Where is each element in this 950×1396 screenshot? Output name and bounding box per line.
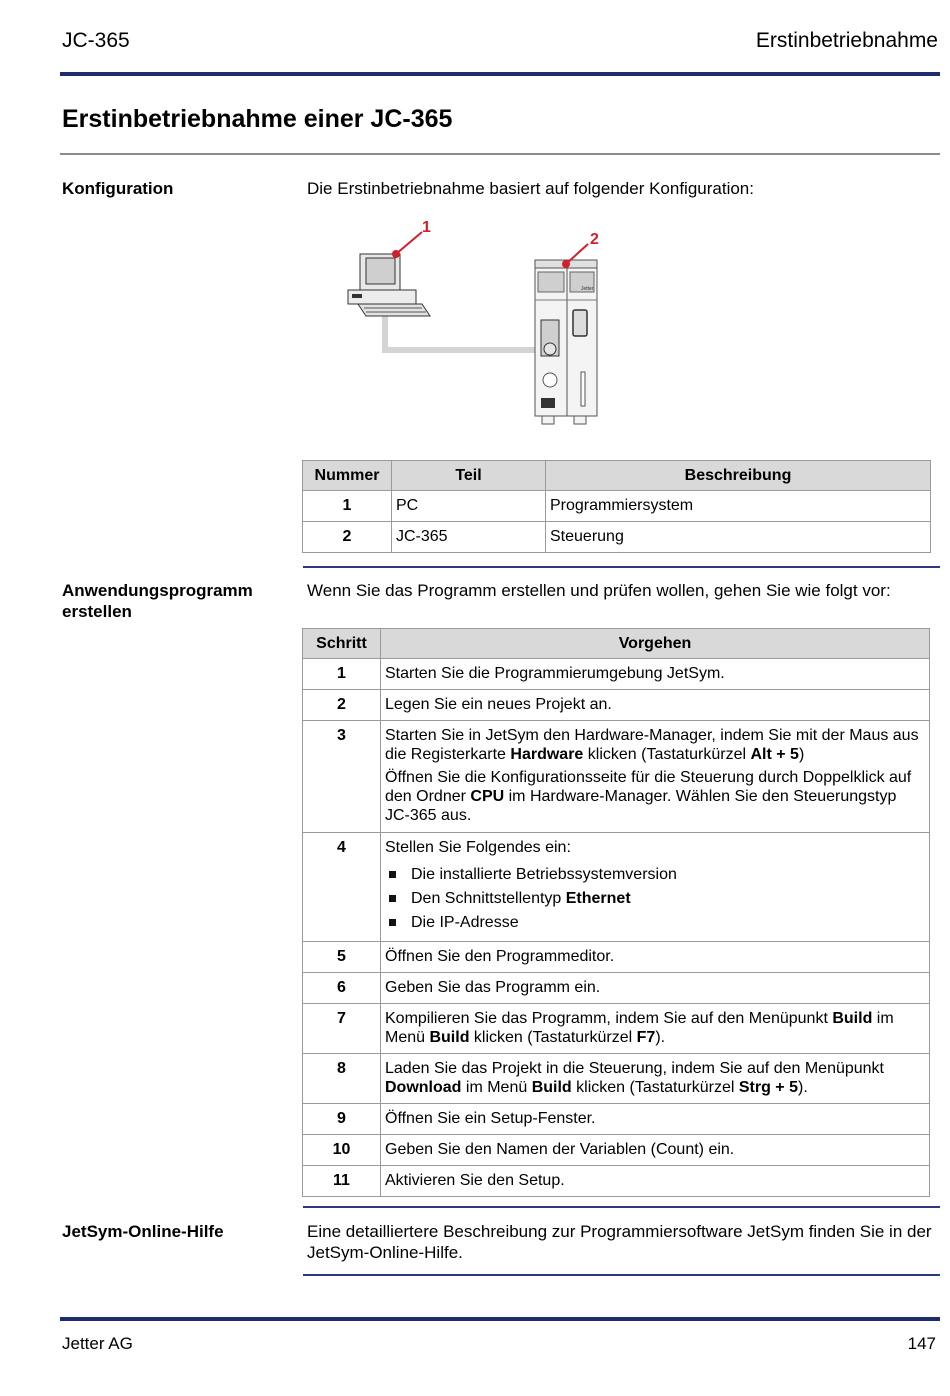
ui-term: Build (429, 1029, 470, 1046)
step-number: 3 (303, 721, 381, 833)
step-paragraph: Öffnen Sie die Konfigurationsseite für die Steuerung durch Doppelklick auf den Ordner CPU im Hardware-Manager. Wählen Sie den Steuerungstyp JC-365 aus. (385, 769, 912, 824)
step-paragraph: Stellen Sie Folgendes ein: (385, 839, 571, 856)
step-row (303, 690, 930, 721)
header-rule (60, 72, 940, 76)
section-rule (303, 1206, 940, 1208)
step-row (303, 1135, 930, 1166)
ui-term: Ethernet (565, 890, 631, 907)
step-row (303, 942, 930, 973)
page-number: 147 (907, 1334, 936, 1353)
settings-list (385, 863, 925, 935)
column-header-vorgehen: Vorgehen (381, 629, 930, 659)
step-number: 4 (303, 833, 381, 942)
step-text (381, 721, 930, 833)
part-name: PC (392, 491, 546, 522)
step-text: Starten Sie die Programmierumgebung JetSym. (381, 659, 930, 690)
step-number: 11 (303, 1166, 381, 1197)
callout-1-leader (396, 232, 422, 254)
part-name: JC-365 (392, 522, 546, 553)
running-header-product: JC-365 (62, 29, 130, 52)
part-number: 2 (303, 522, 392, 553)
shortcut: Strg + 5 (738, 1079, 798, 1096)
step-text: Kompilieren Sie das Programm, indem Sie auf den Menüpunkt Build im Menü Build klicken (Tastaturkürzel F7). (381, 1004, 930, 1054)
configuration-figure (330, 212, 640, 437)
ui-term: Hardware (510, 746, 584, 763)
step-row (303, 1104, 930, 1135)
step-text: Aktivieren Sie den Setup. (381, 1166, 930, 1197)
step-text: Öffnen Sie den Programmeditor. (381, 942, 930, 973)
footer-rule (60, 1317, 940, 1321)
step-number: 10 (303, 1135, 381, 1166)
title-rule (60, 153, 940, 155)
section-label-jetsym-online-hilfe: JetSym-Online-Hilfe (62, 1222, 224, 1241)
help-text: Eine detailliertere Beschreibung zur Programmiersoftware JetSym finden Sie in der JetSym-Online-Hilfe. (307, 1222, 932, 1262)
callout-2-dot (562, 260, 570, 268)
callout-2-number: 2 (590, 231, 599, 248)
square-bullet-icon (389, 871, 396, 878)
part-number: 1 (303, 491, 392, 522)
step-number: 8 (303, 1054, 381, 1104)
step-text: Laden Sie das Projekt in die Steuerung, indem Sie auf den Menüpunkt Download im Menü Build klicken (Tastaturkürzel Strg + 5). (381, 1054, 930, 1104)
parts-table-header-row (303, 461, 931, 491)
step-row (303, 973, 930, 1004)
step-row (303, 1166, 930, 1197)
jc365-controller-icon (535, 260, 597, 424)
column-header-schritt: Schritt (303, 629, 381, 659)
step-number: 6 (303, 973, 381, 1004)
part-description: Steuerung (546, 522, 931, 553)
step-number: 9 (303, 1104, 381, 1135)
step-row (303, 659, 930, 690)
column-header-teil: Teil (392, 461, 546, 491)
table-row (303, 522, 931, 553)
section-label-anwendungsprogramm (62, 580, 253, 622)
list-item: Den Schnittstellentyp Ethernet (385, 887, 925, 911)
callout-1-dot (392, 250, 400, 258)
column-header-nummer: Nummer (303, 461, 392, 491)
part-description: Programmiersystem (546, 491, 931, 522)
step-text: Öffnen Sie ein Setup-Fenster. (381, 1104, 930, 1135)
step-text: Geben Sie das Programm ein. (381, 973, 930, 1004)
config-intro: Die Erstinbetriebnahme basiert auf folgender Konfiguration: (307, 179, 754, 198)
step-text (381, 833, 930, 942)
callout-1-number: 1 (422, 219, 431, 236)
section-rule (303, 566, 940, 568)
square-bullet-icon (389, 919, 396, 926)
step-row (303, 721, 930, 833)
step-number: 1 (303, 659, 381, 690)
list-item: Die IP-Adresse (385, 911, 925, 935)
ui-term: Build (832, 1010, 873, 1027)
step-number: 2 (303, 690, 381, 721)
table-row (303, 491, 931, 522)
section-label-line: erstellen (62, 602, 132, 621)
parts-table (302, 460, 931, 553)
section-end-rule (303, 1274, 940, 1276)
ui-term: Build (531, 1079, 572, 1096)
page-title: Erstinbetriebnahme einer JC-365 (62, 105, 453, 133)
step-paragraph: Starten Sie in JetSym den Hardware-Manager, indem Sie mit der Maus aus die Registerkarte Hardware klicken (Tastaturkürzel Alt + 5) (385, 727, 919, 763)
steps-table-header-row (303, 629, 930, 659)
step-text: Geben Sie den Namen der Variablen (Count) ein. (381, 1135, 930, 1166)
step-row (303, 833, 930, 942)
step-row (303, 1054, 930, 1104)
pc-icon (348, 254, 430, 316)
section-label-line: Anwendungsprogramm (62, 581, 253, 600)
step-text: Legen Sie ein neues Projekt an. (381, 690, 930, 721)
square-bullet-icon (389, 895, 396, 902)
ui-term: Download (385, 1079, 462, 1096)
shortcut: Alt + 5 (750, 746, 799, 763)
device-brand-label: Jetter (581, 286, 594, 292)
step-number: 7 (303, 1004, 381, 1054)
step-row (303, 1004, 930, 1054)
column-header-beschreibung: Beschreibung (546, 461, 931, 491)
step-number: 5 (303, 942, 381, 973)
shortcut: F7 (636, 1029, 656, 1046)
list-item: Die installierte Betriebssystemversion (385, 863, 925, 887)
app-intro: Wenn Sie das Programm erstellen und prüfen wollen, gehen Sie wie folgt vor: (307, 581, 891, 600)
ui-term: CPU (470, 788, 505, 805)
steps-table (302, 628, 930, 1197)
section-label-konfiguration: Konfiguration (62, 179, 174, 198)
running-header-chapter: Erstinbetriebnahme (755, 29, 938, 52)
footer-company: Jetter AG (62, 1334, 133, 1353)
